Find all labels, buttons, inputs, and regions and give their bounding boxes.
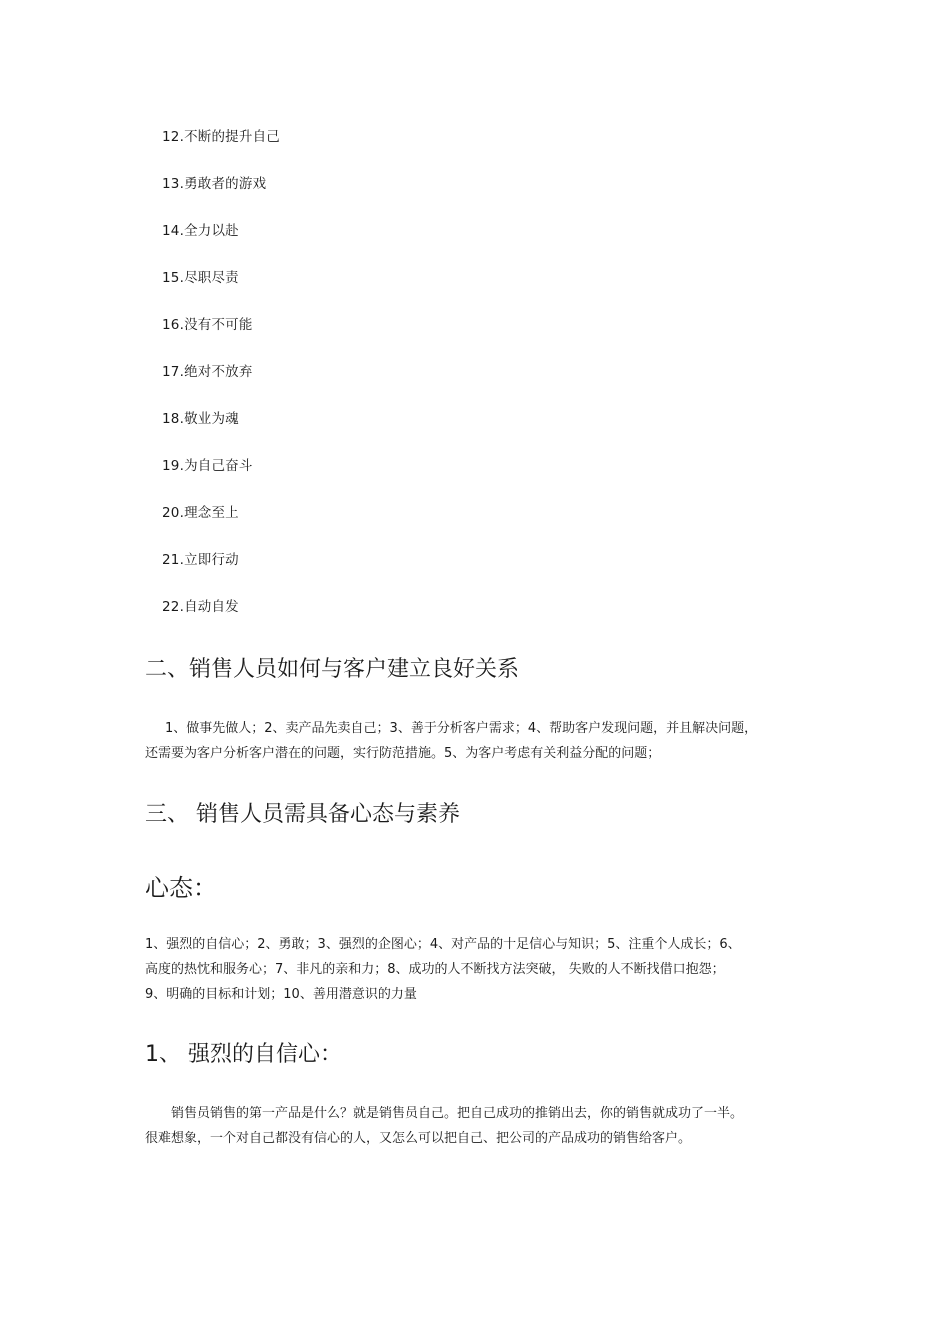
paragraph-line: 高度的热忱和服务心；7、非凡的亲和力；8、成功的人不断找方法突破， 失败的人不断找借口抱怨；	[145, 962, 725, 977]
relationship-paragraph	[145, 716, 757, 766]
list-item: 12.不断的提升自己	[162, 129, 280, 145]
mindset-paragraph	[145, 932, 741, 1007]
mindset-heading: 心态：	[145, 874, 217, 902]
confidence-paragraph	[145, 1101, 743, 1151]
paragraph-line: 还需要为客户分析客户潜在的问题，实行防范措施。5、为客户考虑有关利益分配的问题；	[145, 746, 661, 761]
list-item: 16.没有不可能	[162, 317, 253, 333]
paragraph-line: 很难想象，一个对自己都没有信心的人，又怎么可以把自己、把公司的产品成功的销售给客户。	[145, 1131, 692, 1146]
section-heading-mindset-qualities: 三、 销售人员需具备心态与素养	[145, 802, 460, 827]
confidence-heading: 1、 强烈的自信心：	[145, 1042, 342, 1067]
list-item: 20.理念至上	[162, 505, 239, 521]
list-item: 14.全力以赴	[162, 223, 239, 239]
paragraph-line: 销售员销售的第一产品是什么？就是销售员自己。把自己成功的推销出去，你的销售就成功了一半。	[171, 1106, 744, 1121]
list-item: 18.敬业为魂	[162, 411, 239, 427]
paragraph-line: 1、强烈的自信心；2、勇敢；3、强烈的企图心；4、对产品的十足信心与知识；5、注重个人成长；6、	[145, 937, 741, 952]
paragraph-line: 9、明确的目标和计划；10、善用潜意识的力量	[145, 987, 417, 1002]
list-item: 17.绝对不放弃	[162, 364, 253, 380]
list-item: 15.尽职尽责	[162, 270, 239, 286]
section-heading-relationship: 二、销售人员如何与客户建立良好关系	[145, 657, 520, 682]
list-item: 22.自动自发	[162, 599, 239, 615]
paragraph-line: 1、做事先做人；2、卖产品先卖自己；3、善于分析客户需求；4、帮助客户发现问题，并且解决问题，	[165, 721, 758, 736]
list-item: 21.立即行动	[162, 552, 239, 568]
list-item: 13.勇敢者的游戏	[162, 176, 267, 192]
list-item: 19.为自己奋斗	[162, 458, 253, 474]
